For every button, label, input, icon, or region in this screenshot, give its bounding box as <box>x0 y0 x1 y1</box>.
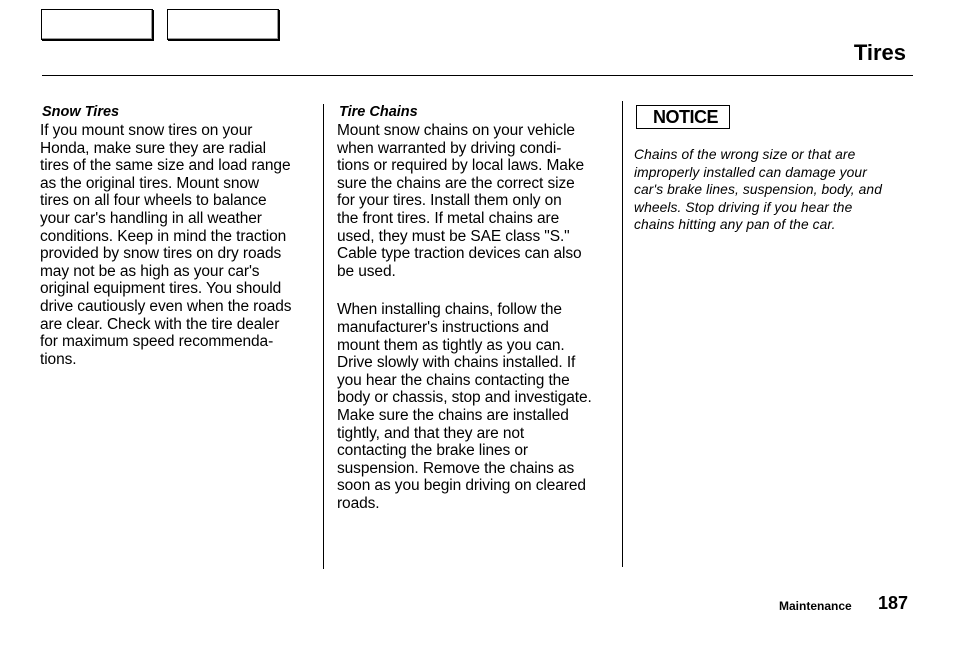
snow-tires-text: If you mount snow tires on your Honda, make sure they are radial tires of the same size and load range as the original tires. Mount snow tires on all four wheels to balance your car's handling in all weather conditions. Keep in mind the traction provided by snow tires on dry roads may not be as high as your car's original equipment tires. You should drive cautiously even when the roads are clear. Check with the tire dealer for maximum speed recommenda- tions. <box>40 122 292 368</box>
column-divider <box>622 101 623 567</box>
snow-tires-heading: Snow Tires <box>42 104 120 120</box>
tire-chains-paragraph-2: When installing chains, follow the manufacturer's instructions and mount them as tightly as you can. Drive slowly with chains installed. If you hear the chains contacting the body or chassis, stop and investigate. Make sure the chains are installed tightly, and that they are not contacting the brake lines or suspension. Remove the chains as soon as you begin driving on cleared roads. <box>337 301 592 512</box>
notice-column <box>634 104 914 234</box>
notice-label: NOTICE <box>636 105 730 129</box>
snow-tires-column <box>40 104 316 368</box>
column-divider <box>323 104 324 569</box>
page-number: 187 <box>878 593 909 613</box>
page-title: Tires <box>853 40 906 65</box>
tire-chains-paragraph-1: Mount snow chains on your vehicle when warranted by driving condi- tions or required by local laws. Make sure the chains are the correct size for your tires. Install them only on the front tires. If metal chains are used, they must be SAE class "S." Cable type traction devices can also be used. <box>337 122 584 280</box>
tire-chains-column <box>337 104 613 512</box>
nav-button-previous[interactable] <box>41 9 153 40</box>
tire-chains-heading: Tire Chains <box>339 104 418 120</box>
footer-section-name: Maintenance <box>779 599 852 613</box>
nav-button-next[interactable] <box>167 9 279 40</box>
notice-text: Chains of the wrong size or that are improperly installed can damage your car's brake lines, suspension, body, and wheels. Stop driving if you hear the chains hitting any pan of the car. <box>634 147 882 233</box>
title-divider <box>42 75 913 76</box>
